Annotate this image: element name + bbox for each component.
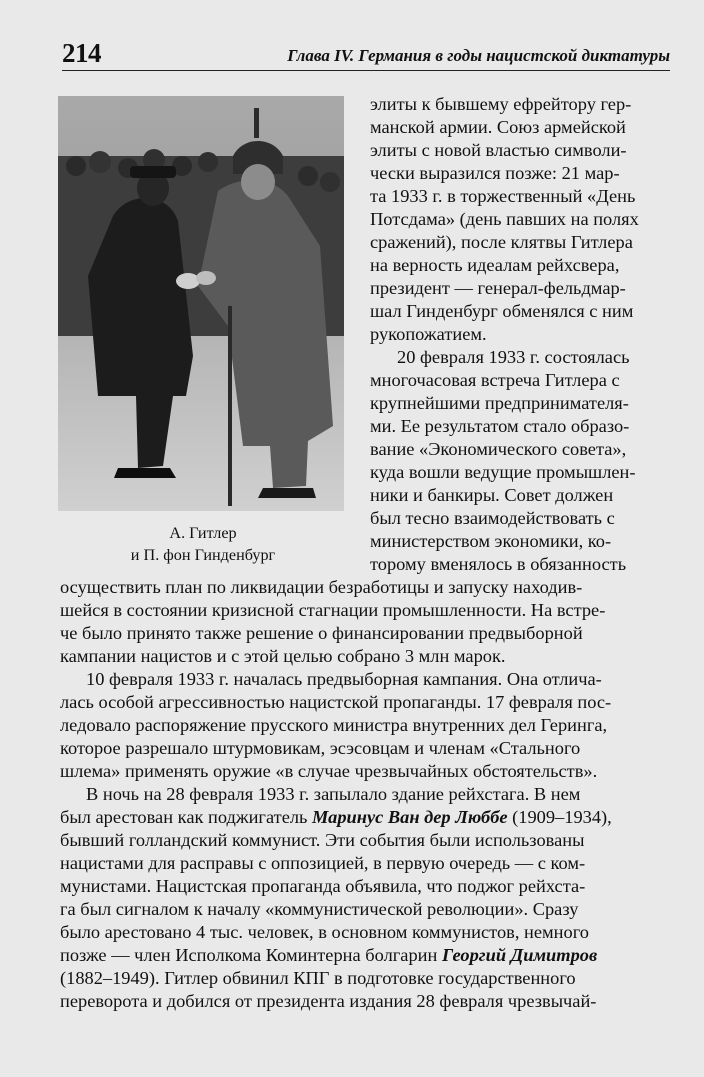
text-line: многочасовая встреча Гитлера с <box>370 370 620 390</box>
header-rule <box>62 70 670 71</box>
figure-caption <box>60 522 346 566</box>
text-line: шал Гинденбург обменялся с ним <box>370 301 634 321</box>
text-line: ледовало распоряжение прусского министра внутренних дел Геринга, <box>60 715 608 735</box>
text-line: рукопожатием. <box>370 324 487 344</box>
text-line: вание «Экономического совета», <box>370 439 627 459</box>
text-line: президент — генерал-фельдмар- <box>370 278 626 298</box>
text-line: нацистами для расправы с оппозицией, в первую очередь — с ком- <box>60 853 586 873</box>
page-header <box>62 36 670 72</box>
text-line: ники и банкиры. Совет должен <box>370 485 614 505</box>
text-line <box>60 806 612 828</box>
text-line: мунистами. Нацистская пропаганда объявила, что поджог рейхста- <box>60 876 586 896</box>
text-line: чески выразился позже: 21 мар- <box>370 163 620 183</box>
text-line: на верность идеалам рейхсвера, <box>370 255 620 275</box>
text-line: было арестовано 4 тыс. человек, в основном коммунистов, немного <box>60 922 589 942</box>
text-line: шлема» применять оружие «в случае чрезвычайных обстоятельств». <box>60 761 598 781</box>
text-line: переворота и добился от президента издания 28 февраля чрезвычай- <box>60 991 597 1011</box>
text-line: торому вменялось в обязанность <box>370 554 627 574</box>
text-line: элиты с новой властью символи- <box>370 140 627 160</box>
caption-line: А. Гитлер <box>169 524 237 542</box>
photo-illustration <box>58 96 344 511</box>
text-run: позже — член Исполкома Коминтерна болгарин <box>60 945 442 965</box>
text-line: че было принято также решение о финансировании предвыборной <box>60 623 583 643</box>
text-line: лась особой агрессивностью нацистской пропаганды. 17 февраля пос- <box>60 692 612 712</box>
text-line: шейся в состоянии кризисной стагнации промышленности. На встре- <box>60 600 606 620</box>
historical-photo <box>58 96 344 511</box>
text-line: ми. Ее результатом стало образо- <box>370 416 630 436</box>
page-number: 214 <box>62 38 101 68</box>
text-line: крупнейшими предпринимателя- <box>370 393 629 413</box>
text-line: был тесно взаимодействовать с <box>370 508 615 528</box>
text-line: осуществить план по ликвидации безработицы и запуску находив- <box>60 577 583 597</box>
text-line: сражений), после клятвы Гитлера <box>370 232 633 252</box>
text-run: (1909–1934), <box>507 807 612 827</box>
text-line: которое разрешало штурмовикам, эсэсовцам и членам «Стального <box>60 738 581 758</box>
text-line: бывший голландский коммунист. Эти события были использованы <box>60 830 585 850</box>
person-name: Маринус Ван дер Люббе <box>312 807 508 827</box>
text-line: кампании нацистов и с этой целью собрано 3 млн марок. <box>60 646 506 666</box>
text-line: 10 февраля 1933 г. началась предвыборная кампания. Она отлича- <box>86 669 602 689</box>
person-name: Георгий Димитров <box>441 945 598 965</box>
text-line: В ночь на 28 февраля 1933 г. запылало здание рейхстага. В нем <box>86 784 581 804</box>
text-line: манской армии. Союз армейской <box>370 117 626 137</box>
text-line <box>60 944 597 966</box>
caption-line: и П. фон Гинденбург <box>130 546 276 564</box>
text-line: элиты к бывшему ефрейтору гер- <box>370 94 632 114</box>
text-run: был арестован как поджигатель <box>60 807 313 827</box>
text-line: та 1933 г. в торжественный «День <box>370 186 636 206</box>
text-line: 20 февраля 1933 г. состоялась <box>397 347 630 367</box>
text-line: куда вошли ведущие промышлен- <box>370 462 636 482</box>
running-head: Глава IV. Германия в годы нацистской диктатуры <box>287 46 670 65</box>
text-line: (1882–1949). Гитлер обвинил КПГ в подготовке государственного <box>60 968 576 988</box>
text-line: га был сигналом к началу «коммунистической революции». Сразу <box>60 899 579 919</box>
text-line: Потсдама» (день павших на полях <box>370 209 639 229</box>
text-line: министерством экономики, ко- <box>370 531 612 551</box>
